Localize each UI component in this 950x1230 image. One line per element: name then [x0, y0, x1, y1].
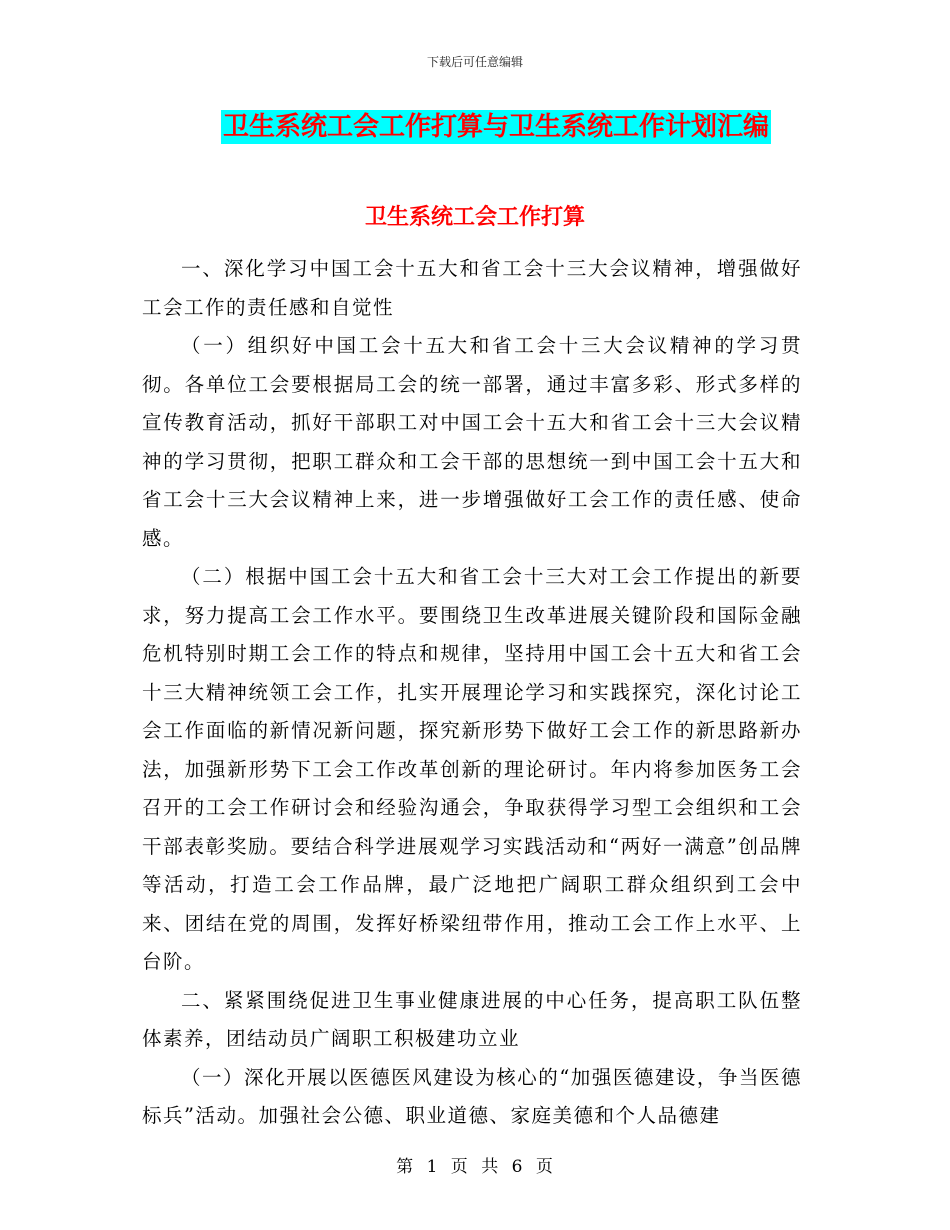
paragraph: 一、深化学习中国工会十五大和省工会十三大会议精神，增强做好工会工作的责任感和自觉性 [142, 257, 802, 319]
main-title-wrap [221, 110, 771, 144]
paragraph: 二、紧紧围绕促进卫生事业健康进展的中心任务，提高职工队伍整体素养，团结动员广阔职工积极建功立业 [142, 988, 802, 1050]
paragraph: （一）深化开展以医德医风建设为核心的“加强医德建设，争当医德标兵”活动。加强社会公德、职业道德、家庭美德和个人品德建 [142, 1065, 802, 1127]
page-number-footer: 第 1 页 共 6 页 [396, 1157, 554, 1177]
header-note: 下载后可任意编辑 [426, 55, 523, 69]
paragraph: （二）根据中国工会十五大和省工会十三大对工会工作提出的新要求，努力提高工会工作水平。要围绕卫生改革进展关键阶段和国际金融危机特别时期工会工作的特点和规律，坚持用中国工会十五大和省工会十三大精神统领工会工作，扎实开展理论学习和实践探究，深化讨论工会工作面临的新情况新问题，探究新形势下做好工会工作的新思路新办法，加强新形势下工会工作改革创新的理论研讨。年内将参加医务工会召开的工会工作研讨会和经验沟通会，争取获得学习型工会组织和工会干部表彰奖励。要结合科学进展观学习实践活动和“两好一满意”创品牌等活动，打造工会工作品牌，最广泛地把广阔职工群众组织到工会中来、团结在党的周围，发挥好桥梁纽带作用，推动工会工作上水平、上台阶。 [142, 565, 802, 973]
main-title: 卫生系统工会工作打算与卫生系统工作计划汇编 [223, 112, 770, 142]
section-title: 卫生系统工会工作打算 [364, 204, 585, 230]
document-body [142, 250, 802, 1136]
paragraph: （一）组织好中国工会十五大和省工会十三大会议精神的学习贯彻。各单位工会要根据局工会的统一部署，通过丰富多彩、形式多样的宣传教育活动，抓好干部职工对中国工会十五大和省工会十三大会议精神的学习贯彻，把职工群众和工会干部的思想统一到中国工会十五大和省工会十三大会议精神上来，进一步增强做好工会工作的责任感、使命感。 [142, 334, 802, 550]
